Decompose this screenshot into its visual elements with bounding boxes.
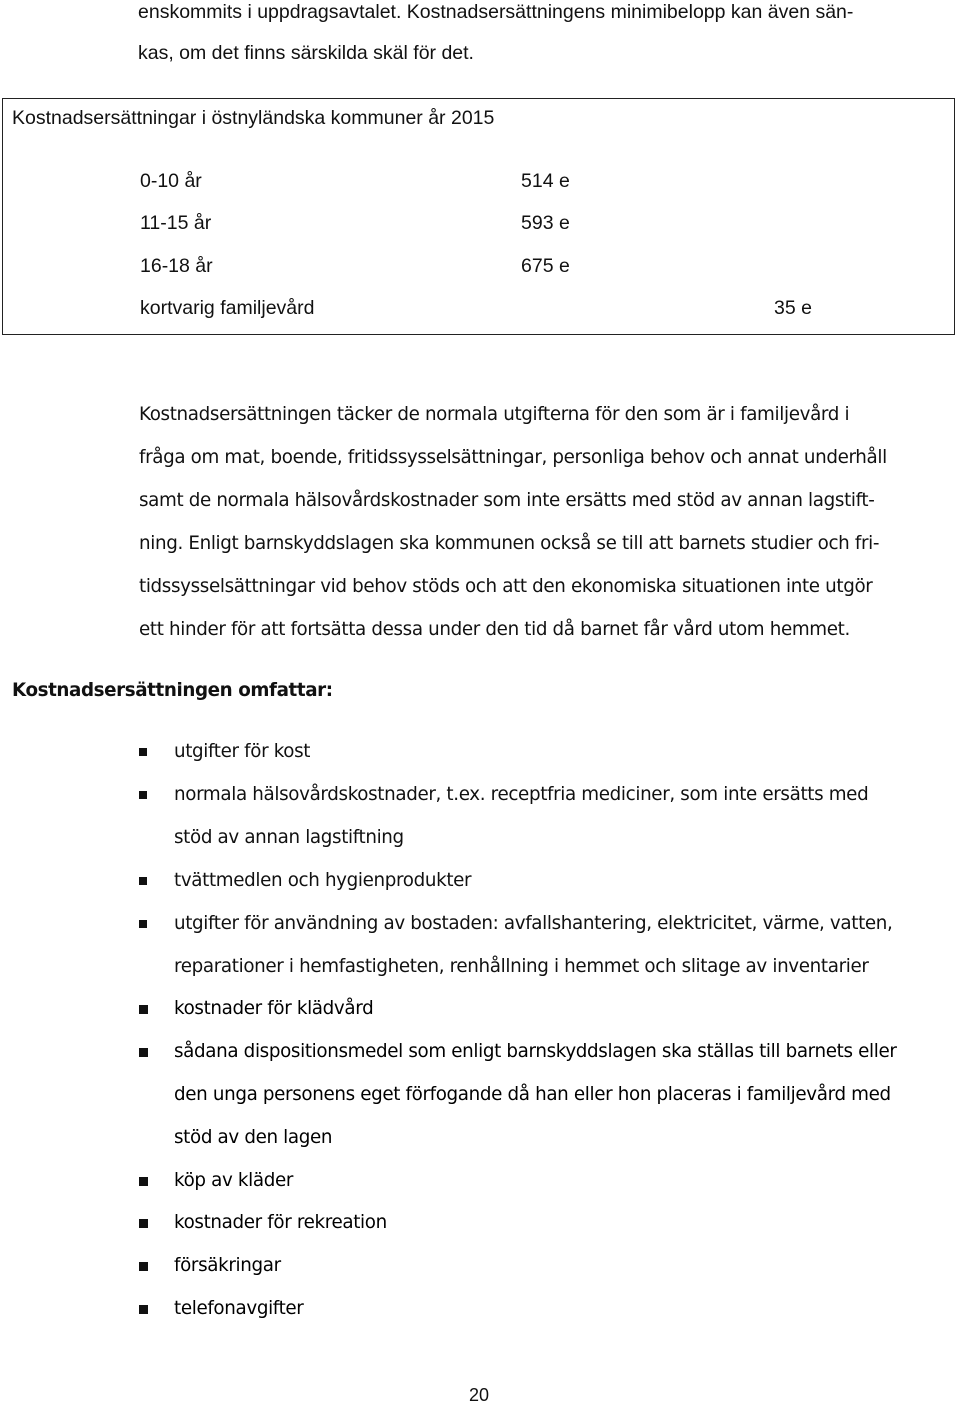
list-item-line: kostnader för rekreation — [174, 1212, 387, 1233]
square-bullet-icon — [139, 1177, 148, 1186]
square-bullet-icon — [139, 920, 147, 928]
cost-row-value: 514 e — [521, 170, 570, 192]
list-item-line: stöd av den lagen — [174, 1127, 333, 1148]
paragraph-line: Kostnadsersättningen täcker de normala utgifterna för den som är i familjevård i — [139, 404, 850, 425]
paragraph-line: tidssysselsättningar vid behov stöds och att den ekonomiska situationen inte utgör — [139, 576, 873, 597]
cost-row-value: 35 e — [774, 297, 812, 319]
intro-line: kas, om det finns särskilda skäl för det. — [138, 42, 474, 64]
paragraph-line: ett hinder för att fortsätta dessa under den tid då barnet får vård utom hemmet. — [139, 619, 850, 640]
square-bullet-icon — [139, 748, 147, 756]
list-item-line: telefonavgifter — [174, 1298, 304, 1319]
paragraph-line: fråga om mat, boende, fritidssysselsättningar, personliga behov och annat underhåll — [139, 447, 887, 468]
square-bullet-icon — [139, 1305, 148, 1314]
list-item-line: normala hälsovårdskostnader, t.ex. receptfria mediciner, som inte ersätts med — [174, 784, 869, 805]
cost-row-label: 0-10 år — [140, 170, 202, 192]
list-item-line: utgifter för användning av bostaden: avfallshantering, elektricitet, värme, vatten, — [174, 913, 893, 934]
list-item-line: reparationer i hemfastigheten, renhållning i hemmet och slitage av inventarier — [174, 956, 869, 977]
square-bullet-icon — [139, 1048, 148, 1057]
list-item-line: utgifter för kost — [174, 741, 311, 762]
list-item-line: köp av kläder — [174, 1170, 294, 1191]
cost-table-title: Kostnadsersättningar i östnyländska kommuner år 2015 — [12, 107, 495, 129]
cost-row-value: 593 e — [521, 212, 570, 234]
square-bullet-icon — [139, 1005, 148, 1014]
intro-line: enskommits i uppdragsavtalet. Kostnadsersättningens minimibelopp kan även sän- — [138, 1, 854, 23]
cost-row-label: 11-15 år — [140, 212, 212, 234]
list-item-line: den unga personens eget förfogande då han eller hon placeras i familjevård med — [174, 1084, 891, 1105]
square-bullet-icon — [139, 1219, 148, 1228]
cost-row-label: 16-18 år — [140, 255, 213, 277]
cost-table-box — [2, 98, 955, 335]
square-bullet-icon — [139, 791, 147, 799]
section-heading: Kostnadsersättningen omfattar: — [12, 680, 333, 701]
paragraph-line: samt de normala hälsovårdskostnader som inte ersätts med stöd av annan lagstift- — [139, 490, 875, 511]
cost-row-label: kortvarig familjevård — [140, 297, 315, 319]
list-item-line: sådana dispositionsmedel som enligt barnskyddslagen ska ställas till barnets eller — [174, 1041, 897, 1062]
list-item-line: stöd av annan lagstiftning — [174, 827, 404, 848]
list-item-line: försäkringar — [174, 1255, 281, 1276]
square-bullet-icon — [139, 877, 147, 885]
list-item-line: tvättmedlen och hygienprodukter — [174, 870, 472, 891]
paragraph-line: ning. Enligt barnskyddslagen ska kommunen också se till att barnets studier och fri- — [139, 533, 880, 554]
cost-row-value: 675 e — [521, 255, 570, 277]
page-number: 20 — [469, 1385, 490, 1405]
list-item-line: kostnader för klädvård — [174, 998, 374, 1019]
square-bullet-icon — [139, 1262, 148, 1271]
